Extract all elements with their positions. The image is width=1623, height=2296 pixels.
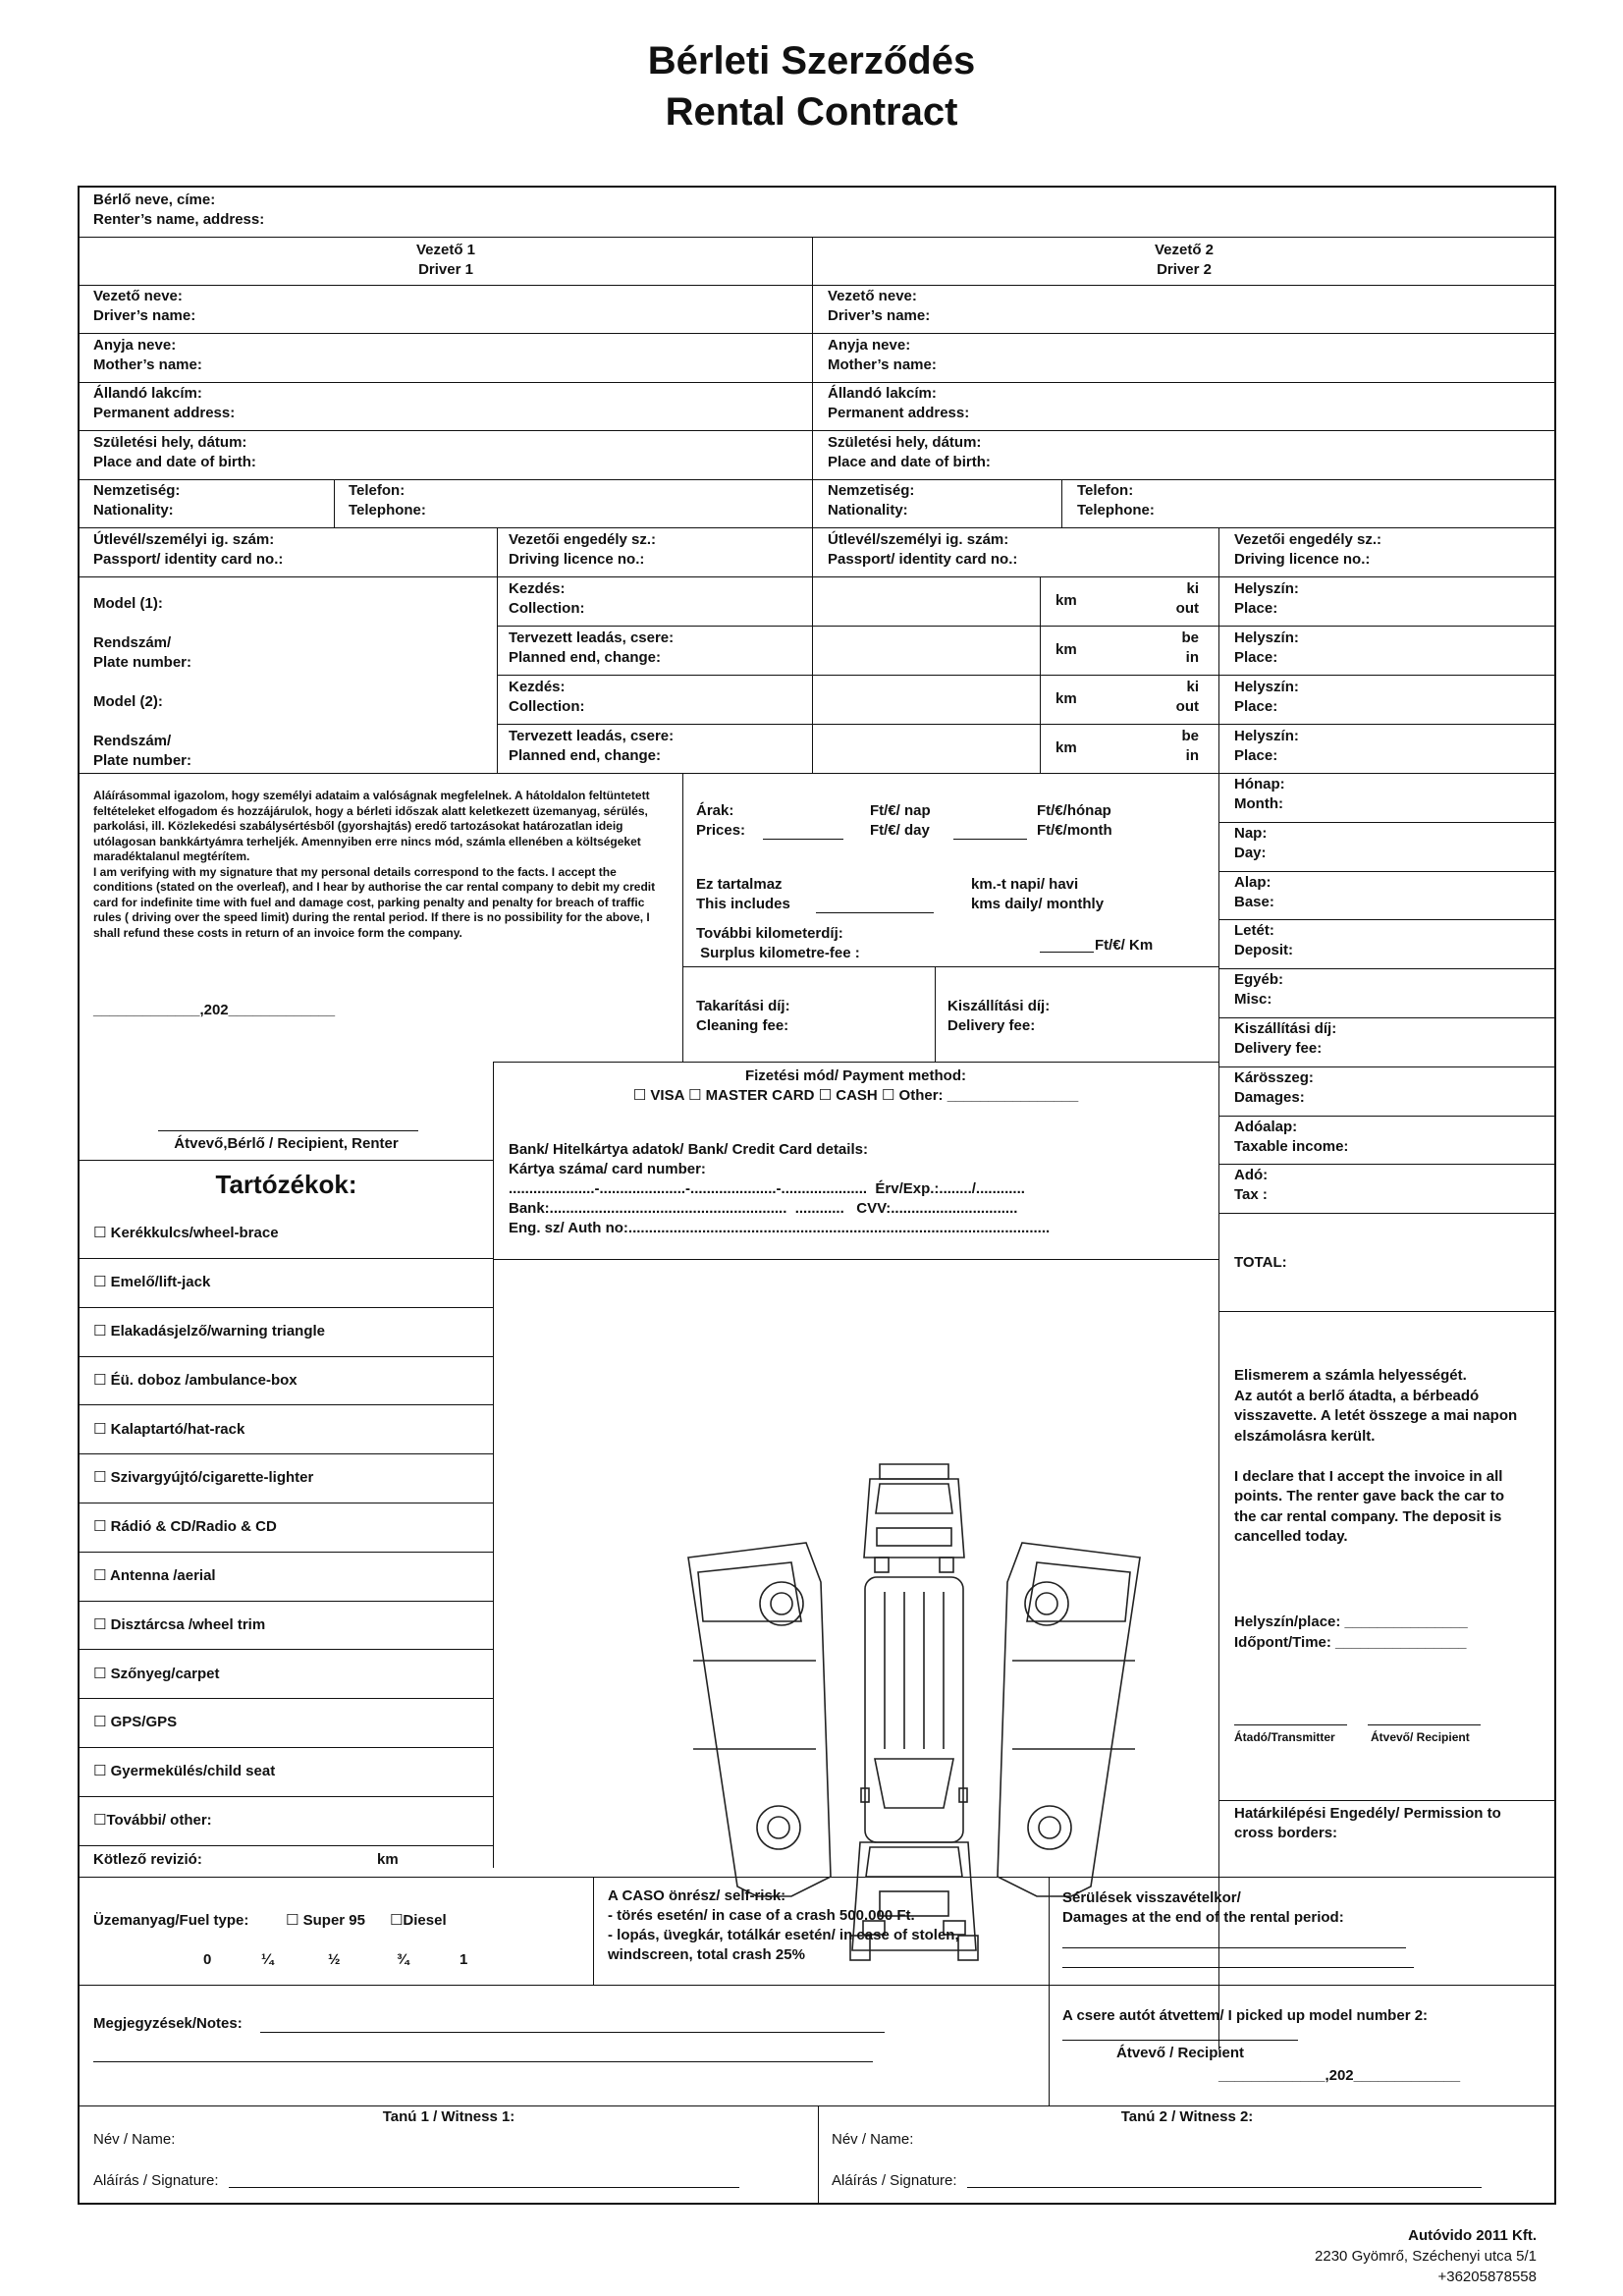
accessory-item[interactable]: ☐ Kalaptartó/hat-rack: [93, 1421, 245, 1438]
witness1-label: Tanú 1 / Witness 1:: [382, 2108, 515, 2125]
be-in-label: be in: [1181, 728, 1199, 764]
delivery-label: Kiszállítási díj: Delivery fee:: [947, 998, 1051, 1034]
collection2-label: Kezdés: Collection:: [509, 679, 585, 715]
place-label: Helyszín: Place:: [1234, 580, 1299, 617]
day-label: Nap: Day:: [1234, 825, 1268, 861]
accessory-item[interactable]: ☐ Rádió & CD/Radio & CD: [93, 1518, 277, 1535]
misc-label: Egyéb: Misc:: [1234, 971, 1284, 1008]
km-monthly-label: km.-t napi/ havi kms daily/ monthly: [971, 876, 1105, 912]
place-time-label: Helyszín/place: _______________ Időpont/Time: ________________: [1234, 1613, 1468, 1651]
plate2-label: Rendszám/ Plate number:: [93, 733, 192, 769]
declaration-text: Aláírásommal igazolom, hogy személyi adataim a valóságnak megfelelnek. A hátoldalon feltüntetett feltételeket elfogadom és hozzájárulok, hogy a bérleti időszak alatt keletkezett üzemanyag, sérülés, parkolási, ill. Közlekedési szabálysértésből (gyorshajtás) eredő tartozásokat határozatlan ideig utólagosan bankkártyámra terheljék. Amennyiben erre nincs mód, számla ellenében a költségeket maradéktalanul megtérítem. I am verifying with my signature that my personal details correspond to the facts. I accept the conditions (stated on the overleaf), and I hear by authorise the car rental company to debit my credit card for indefinite time with fuel and damage cost, parking penalty and penalty for breach of traffic rules ( driving over the speed limit) during the rental period. If there is no possibility for the above, I shall refund these costs in return of an invoice form the company.: [93, 789, 656, 940]
driver1-header: Vezető 1 Driver 1: [415, 242, 476, 278]
witness1-name-label: Név / Name:: [93, 2131, 176, 2148]
driver2-mother-label: Anyja neve: Mother’s name:: [828, 337, 937, 373]
place-label: Helyszín: Place:: [1234, 679, 1299, 715]
taxable-label: Adóalap: Taxable income:: [1234, 1119, 1349, 1155]
delivery-fee-label: Kiszállítási díj: Delivery fee:: [1234, 1020, 1337, 1057]
km-label: km: [1055, 739, 1077, 756]
title-en: Rental Contract: [665, 90, 958, 134]
accessory-item[interactable]: ☐ Emelő/lift-jack: [93, 1274, 211, 1290]
fuel-type-label: Üzemanyag/Fuel type:: [93, 1912, 249, 1929]
per-month-label: Ft/€/hónap Ft/€/month: [1037, 802, 1112, 839]
driver2-nationality-label: Nemzetiség: Nationality:: [828, 482, 915, 519]
place-label: Helyszín: Place:: [1234, 728, 1299, 764]
accessory-item[interactable]: ☐További/ other:: [93, 1812, 212, 1829]
company-name: Autóvido 2011 Kft.: [1408, 2227, 1537, 2244]
accessory-item[interactable]: ☐ Éü. doboz /ambulance-box: [93, 1372, 298, 1389]
model2-label: Model (2):: [93, 693, 163, 710]
driver1-mother-label: Anyja neve: Mother’s name:: [93, 337, 202, 373]
caso-text: A CASO önrész/ self-risk: - törés esetén/ in case of a crash 500.000 Ft. - lopás, üvegkár, totálkár esetén/ in case of stolen, windscreen, total crash 25%: [608, 1887, 959, 1963]
per-day-label: Ft/€/ nap Ft/€/ day: [870, 802, 931, 839]
fuel-level[interactable]: ¼: [261, 1951, 274, 1968]
notes-label: Megjegyzések/Notes:: [93, 2015, 243, 2032]
accessory-item[interactable]: ☐ Szivargyújtó/cigarette-lighter: [93, 1469, 314, 1486]
picked-up-label: A csere autót átvettem/ I picked up model number 2:: [1062, 2007, 1429, 2024]
fuel-level[interactable]: ¾: [397, 1951, 409, 1968]
driver1-name-label: Vezető neve: Driver’s name:: [93, 288, 196, 324]
driver1-passport-label: Útlevél/személyi ig. szám: Passport/ identity card no.:: [93, 531, 284, 568]
driver1-telephone-label: Telefon: Telephone:: [349, 482, 426, 519]
driver1-address-label: Állandó lakcím: Permanent address:: [93, 385, 236, 421]
company-address: 2230 Gyömrő, Széchenyi utca 5/1: [1315, 2248, 1537, 2265]
transmitter-label: Átadó/Transmitter: [1234, 1730, 1335, 1744]
ki-out-label: ki out: [1175, 679, 1199, 715]
planned2-label: Tervezett leadás, csere: Planned end, change:: [509, 728, 675, 764]
collection1-label: Kezdés: Collection:: [509, 580, 585, 617]
tax-label: Adó: Tax :: [1234, 1167, 1269, 1203]
date-line: _____________,202_____________: [93, 1002, 336, 1018]
be-in-label: be in: [1181, 629, 1199, 666]
renter-name-label: Bérlő neve, címe: Renter’s name, address:: [93, 191, 265, 228]
card-details: Bank/ Hitelkártya adatok/ Bank/ Credit Card details: Kártya száma/ card number: .....................-.....................-.....................-..................... Érv/Exp.:......../............ Bank:.......................................................... ............ CVV:............................... Eng. sz/ Auth no:.......................................................................................................: [509, 1141, 1051, 1236]
title-hu: Bérleti Szerződés: [647, 39, 976, 82]
fuel-level[interactable]: ½: [328, 1951, 341, 1968]
accessory-item[interactable]: ☐ Kerékkulcs/wheel-brace: [93, 1225, 279, 1241]
driver1-nationality-label: Nemzetiség: Nationality:: [93, 482, 181, 519]
fuel-options[interactable]: ☐ Super 95 ☐Diesel: [286, 1912, 447, 1929]
driver2-birth-label: Születési hely, dátum: Place and date of birth:: [828, 434, 991, 470]
plate1-label: Rendszám/ Plate number:: [93, 634, 192, 671]
accept-text: Elismerem a számla helyességét. Az autót a berlő átadta, a bérbeadó visszavette. A letét összege a mai napon elszámolásra került. I declare that I accept the invoice in all points. The renter gave back the car to the car rental company. The deposit is cancelled today.: [1234, 1367, 1518, 1545]
fuel-level[interactable]: 0: [203, 1951, 212, 1968]
surplus-label: További kilometerdíj: Surplus kilometre-fee :: [696, 925, 860, 961]
ki-out-label: ki out: [1175, 580, 1199, 617]
witness2-label: Tanú 2 / Witness 2:: [1120, 2108, 1254, 2125]
van-front-view: [864, 1464, 964, 1572]
includes-label: Ez tartalmaz This includes: [696, 876, 790, 912]
accessory-item[interactable]: ☐ Elakadásjelző/warning triangle: [93, 1323, 326, 1339]
payment-method-label: Fizetési mód/ Payment method:: [744, 1067, 967, 1084]
accessory-item[interactable]: ☐ GPS/GPS: [93, 1714, 178, 1730]
driver1-birth-label: Születési hely, dátum: Place and date of birth:: [93, 434, 256, 470]
accessory-item[interactable]: ☐ Gyermekülés/child seat: [93, 1763, 276, 1779]
accessory-item[interactable]: ☐ Szőnyeg/carpet: [93, 1666, 220, 1682]
driver1-licence-label: Vezetői engedély sz.: Driving licence no.:: [509, 531, 657, 568]
van-top-view: [861, 1577, 967, 1842]
witness2-name-label: Név / Name:: [832, 2131, 914, 2148]
accessories-title: Tartózékok:: [215, 1170, 357, 1199]
service-label: Kötlező revizió:: [93, 1851, 202, 1868]
driver2-passport-label: Útlevél/személyi ig. szám: Passport/ identity card no.:: [828, 531, 1018, 568]
ft-km-label: Ft/€/ Km: [1095, 937, 1154, 954]
company-phone: +36205878558: [1437, 2269, 1537, 2285]
payment-options: ☐ VISA ☐ MASTER CARD ☐ CASH ☐ Other: ________________: [632, 1087, 1079, 1104]
van-right-side-view: [998, 1543, 1140, 1896]
fuel-level[interactable]: 1: [460, 1951, 468, 1968]
damages-label: Kárösszeg: Damages:: [1234, 1069, 1314, 1106]
borders-label: Határkilépési Engedély/ Permission to cross borders:: [1234, 1805, 1501, 1841]
driver2-address-label: Állandó lakcím: Permanent address:: [828, 385, 970, 421]
km-label: km: [1055, 641, 1077, 658]
driver2-licence-label: Vezetői engedély sz.: Driving licence no.:: [1234, 531, 1382, 568]
km-label: km: [1055, 592, 1077, 609]
driver2-name-label: Vezető neve: Driver’s name:: [828, 288, 931, 324]
km-label: km: [1055, 690, 1077, 707]
driver2-header: Vezető 2 Driver 2: [1154, 242, 1215, 278]
deposit-label: Letét: Deposit:: [1234, 922, 1293, 958]
recipient-renter-label: Átvevő,Bérlő / Recipient, Renter: [174, 1135, 399, 1152]
witness2-signature-label: Aláírás / Signature:: [832, 2172, 957, 2189]
cleaning-label: Takarítási díj: Cleaning fee:: [696, 998, 790, 1034]
model1-label: Model (1):: [93, 595, 163, 612]
accessory-item[interactable]: ☐ Disztárcsa /wheel trim: [93, 1616, 266, 1633]
van-left-side-view: [688, 1543, 831, 1896]
date-line-2: _____________,202_____________: [1218, 2067, 1461, 2084]
rental-form: [78, 186, 1556, 2205]
service-km: km: [377, 1851, 399, 1868]
total-label: TOTAL:: [1234, 1254, 1287, 1271]
recipient-label: Átvevő / Recipient: [1116, 2045, 1245, 2061]
prices-label: Árak: Prices:: [696, 802, 746, 839]
month-label: Hónap: Month:: [1234, 776, 1285, 812]
place-label: Helyszín: Place:: [1234, 629, 1299, 666]
accessory-item[interactable]: ☐ Antenna /aerial: [93, 1567, 216, 1584]
base-label: Alap: Base:: [1234, 874, 1274, 910]
damages-end-label: Sérülések visszavételkor/ Damages at the end of the rental period:: [1062, 1889, 1344, 1926]
planned1-label: Tervezett leadás, csere: Planned end, change:: [509, 629, 675, 666]
witness1-signature-label: Aláírás / Signature:: [93, 2172, 219, 2189]
recipient-sign-label: Átvevő/ Recipient: [1371, 1730, 1470, 1744]
driver2-telephone-label: Telefon: Telephone:: [1077, 482, 1155, 519]
